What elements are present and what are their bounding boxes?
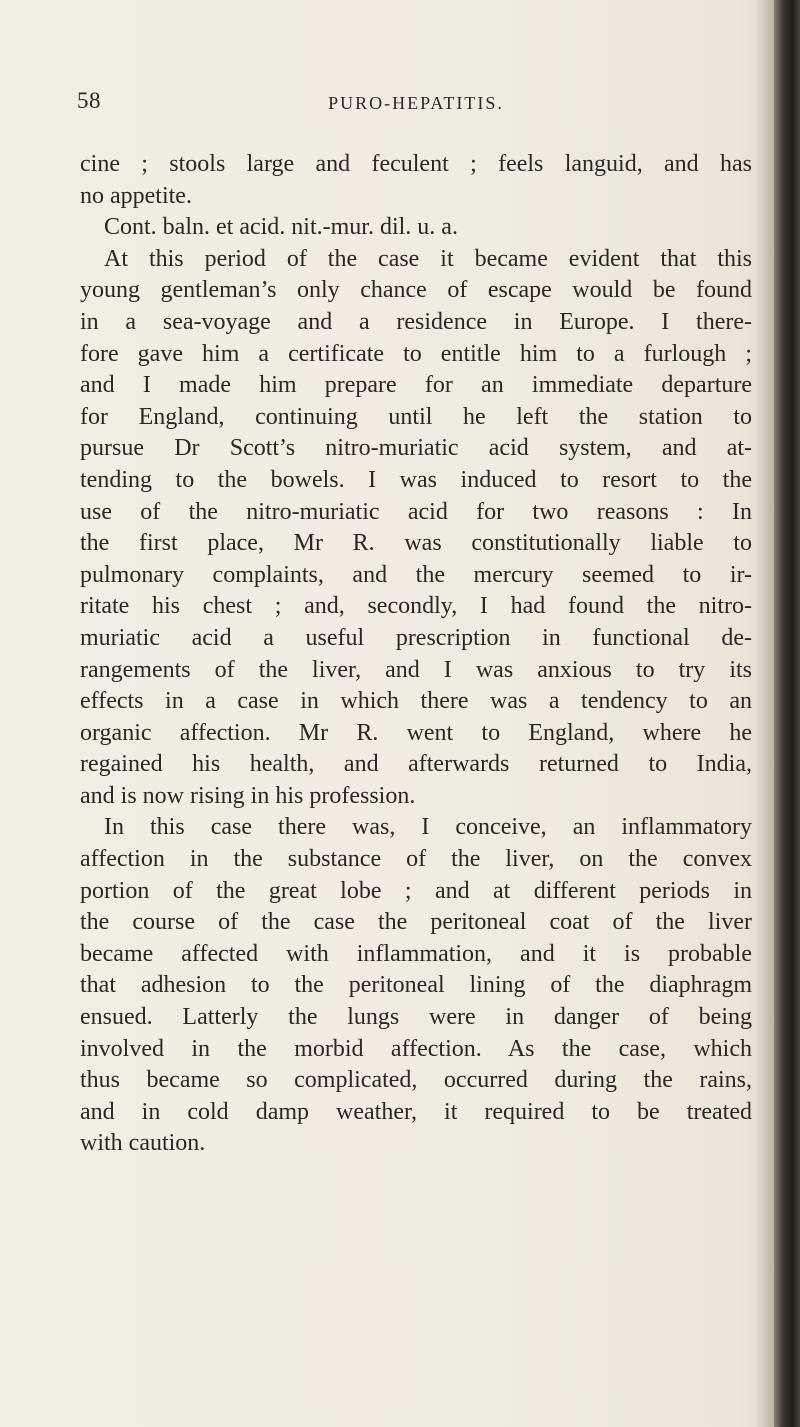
text-line: cine ; stools large and feculent ; feels languid, and has bbox=[80, 151, 752, 177]
book-spine bbox=[774, 0, 800, 1427]
text-line: ritate his chest ; and, secondly, I had found the nitro- bbox=[80, 593, 752, 620]
text-line: fore gave him a certificate to entitle him to a furlough ; bbox=[80, 340, 752, 367]
text-line: became affected with inflammation, and it is probable bbox=[80, 940, 752, 967]
text-line: with caution. bbox=[80, 1130, 206, 1157]
text-line: the course of the case the peritoneal coat of the liver bbox=[80, 909, 752, 936]
text-line: pulmonary complaints, and the mercury seemed to ir- bbox=[80, 561, 752, 588]
text-line: Cont. baln. et acid. nit.-mur. dil. u. a. bbox=[104, 214, 458, 241]
text-line: regained his health, and afterwards returned to India, bbox=[80, 751, 752, 778]
gutter-shadow bbox=[756, 0, 774, 1427]
text-line: and I made him prepare for an immediate departure bbox=[80, 372, 752, 399]
text-line: in a sea-voyage and a residence in Europe. I there- bbox=[80, 308, 752, 335]
text-line: and is now rising in his profession. bbox=[80, 782, 416, 809]
page-number: 58 bbox=[77, 88, 101, 113]
text-line: At this period of the case it became evident that this bbox=[104, 245, 752, 272]
text-line: the first place, Mr R. was constitutionally liable to bbox=[80, 530, 752, 557]
text-line: portion of the great lobe ; and at different periods in bbox=[80, 877, 752, 904]
body-text bbox=[80, 149, 752, 1160]
text-line: tending to the bowels. I was induced to resort to the bbox=[80, 466, 752, 493]
text-line: no appetite. bbox=[80, 182, 192, 209]
text-line: and in cold damp weather, it required to be treated bbox=[80, 1098, 752, 1125]
text-line: use of the nitro-muriatic acid for two reasons : In bbox=[80, 498, 752, 525]
text-line: ensued. Latterly the lungs were in danger of being bbox=[80, 1004, 752, 1031]
text-line: rangements of the liver, and I was anxious to try its bbox=[80, 656, 752, 683]
text-line: effects in a case in which there was a tendency to an bbox=[80, 688, 752, 715]
running-title: PURO-HEPATITIS. bbox=[328, 93, 504, 113]
text-line: for England, continuing until he left the station to bbox=[80, 403, 752, 430]
text-line: affection in the substance of the liver, on the convex bbox=[80, 846, 752, 873]
text-line: that adhesion to the peritoneal lining of the diaphragm bbox=[80, 972, 752, 999]
text-line: young gentleman’s only chance of escape would be found bbox=[80, 277, 752, 304]
text-line: organic affection. Mr R. went to England, where he bbox=[80, 719, 752, 746]
text-line: muriatic acid a useful prescription in functional de- bbox=[80, 624, 752, 651]
text-line: pursue Dr Scott’s nitro-muriatic acid system, and at- bbox=[80, 435, 752, 462]
text-line: In this case there was, I conceive, an inflammatory bbox=[104, 814, 752, 841]
text-line: involved in the morbid affection. As the case, which bbox=[80, 1035, 752, 1062]
text-line: thus became so complicated, occurred during the rains, bbox=[80, 1067, 752, 1094]
